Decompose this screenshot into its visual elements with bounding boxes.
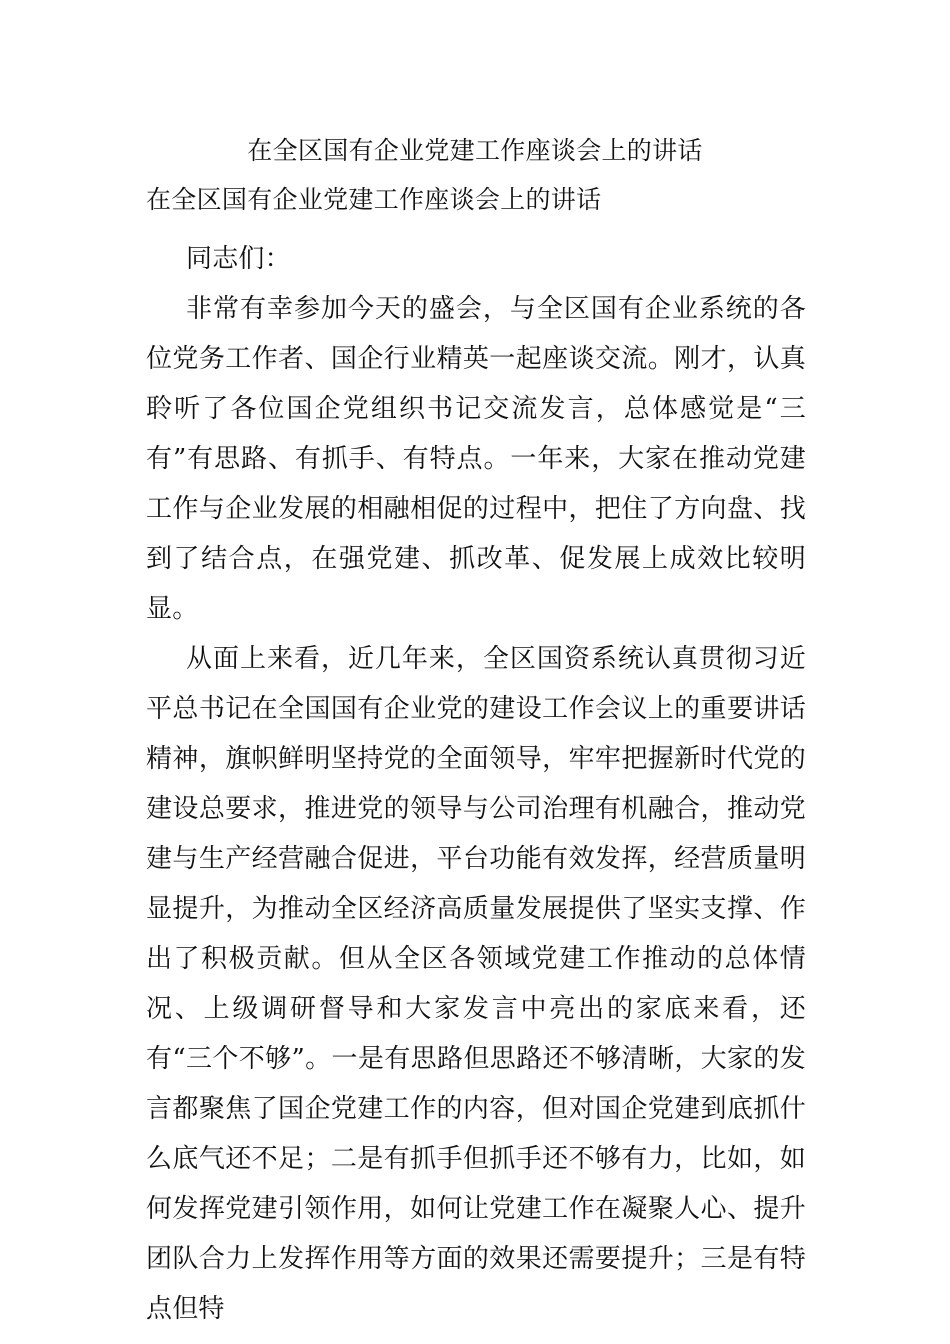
document-body xyxy=(146,230,806,1334)
greeting: 同志们： xyxy=(186,244,291,274)
paragraph-1: 非常有幸参加今天的盛会，与全区国有企业系统的各位党务工作者、国企行业精英一起座谈交流。刚才，认真聆听了各位国企党组织书记交流发言，总体感觉是“三有”有思路、有抓手、有特点。一年来，大家在推动党建工作与企业发展的相融相促的过程中，把住了方向盘、找到了结合点，在强党建、抓改革、促发展上成效比较明显。 xyxy=(146,294,806,624)
document-title: 在全区国有企业党建工作座谈会上的讲话 xyxy=(247,136,703,165)
paragraph-2: 从面上来看，近几年来，全区国资系统认真贯彻习近平总书记在全国国有企业党的建设工作会议上的重要讲话精神，旗帜鲜明坚持党的全面领导，牢牢把握新时代党的建设总要求，推进党的领导与公司治理有机融合，推动党建与生产经营融合促进，平台功能有效发挥，经营质量明显提升，为推动全区经济高质量发展提供了坚实支撑、作出了积极贡献。但从全区各领域党建工作推动的总体情况、上级调研督导和大家发言中亮出的家底来看，还有“三个不够”。一是有思路但思路还不够清晰，大家的发言都聚焦了国企党建工作的内容，但对国企党建到底抓什么底气还不足；二是有抓手但抓手还不够有力，比如，如何发挥党建引领作用，如何让党建工作在凝聚人心、提升团队合力上发挥作用等方面的效果还需要提升；三是有特点但特 xyxy=(146,644,806,1324)
document-subtitle: 在全区国有企业党建工作座谈会上的讲话 xyxy=(146,185,602,214)
